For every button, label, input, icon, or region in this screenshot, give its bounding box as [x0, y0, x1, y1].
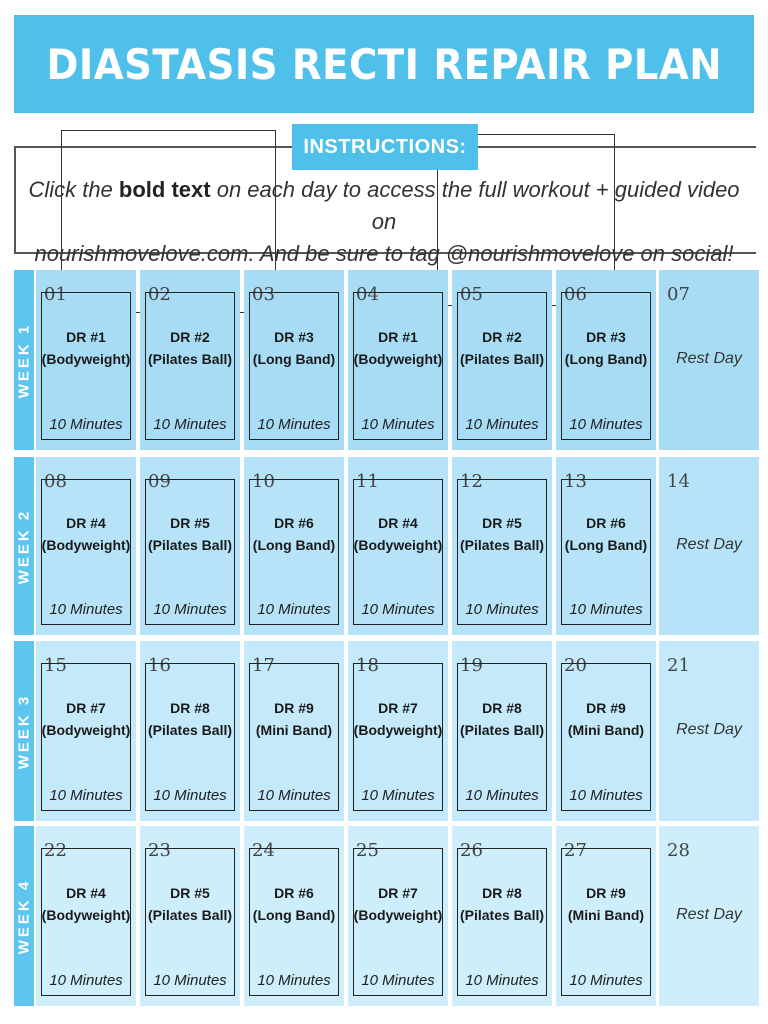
workout-title[interactable] — [36, 882, 136, 926]
workout-day-cell[interactable] — [140, 641, 240, 821]
workout-equipment[interactable]: (Pilates Ball) — [147, 351, 233, 367]
workout-title[interactable] — [556, 326, 656, 370]
workout-name-link[interactable]: DR #8 — [482, 700, 522, 716]
workout-name-link[interactable]: DR #5 — [482, 515, 522, 531]
workout-name-link[interactable]: DR #4 — [378, 515, 418, 531]
workout-day-cell[interactable] — [556, 826, 656, 1006]
workout-title[interactable] — [452, 512, 552, 556]
workout-duration: 10 Minutes — [465, 601, 539, 618]
day-number: 04 — [356, 284, 379, 305]
workout-name-link[interactable]: DR #7 — [378, 700, 418, 716]
workout-duration: 10 Minutes — [257, 972, 331, 989]
day-number: 18 — [356, 655, 379, 676]
workout-equipment[interactable]: (Pilates Ball) — [147, 907, 233, 923]
workout-duration: 10 Minutes — [153, 972, 227, 989]
workout-name-link[interactable]: DR #7 — [378, 885, 418, 901]
workout-name-link[interactable]: DR #6 — [274, 885, 314, 901]
workout-day-cell[interactable] — [140, 457, 240, 635]
workout-duration: 10 Minutes — [361, 972, 435, 989]
workout-name-link[interactable]: DR #9 — [586, 885, 626, 901]
day-number: 23 — [148, 840, 171, 861]
workout-equipment[interactable]: (Long Band) — [252, 537, 336, 553]
workout-duration: 10 Minutes — [465, 787, 539, 804]
instructions-line-1 — [14, 174, 754, 238]
instructions-label: INSTRUCTIONS: — [292, 124, 478, 170]
day-number: 17 — [252, 655, 275, 676]
workout-title[interactable] — [36, 326, 136, 370]
workout-day-cell[interactable] — [556, 641, 656, 821]
plan-header — [14, 15, 754, 113]
workout-equipment[interactable]: (Pilates Ball) — [459, 351, 545, 367]
workout-day-cell[interactable] — [140, 826, 240, 1006]
workout-day-cell[interactable] — [348, 826, 448, 1006]
workout-title[interactable] — [140, 697, 240, 741]
week-label: WEEK 3 — [15, 693, 33, 769]
workout-day-cell[interactable] — [244, 270, 344, 450]
workout-name-link[interactable]: DR #4 — [66, 515, 106, 531]
workout-name-link[interactable]: DR #1 — [66, 329, 106, 345]
workout-day-cell[interactable] — [244, 457, 344, 635]
workout-day-cell[interactable] — [556, 457, 656, 635]
workout-name-link[interactable]: DR #5 — [170, 515, 210, 531]
workout-equipment[interactable]: (Bodyweight) — [41, 907, 131, 923]
workout-title[interactable] — [244, 326, 344, 370]
day-number: 20 — [564, 655, 587, 676]
day-number: 19 — [460, 655, 483, 676]
day-number: 15 — [44, 655, 67, 676]
day-number: 08 — [44, 471, 67, 492]
workout-equipment[interactable]: (Long Band) — [564, 537, 648, 553]
workout-name-link[interactable]: DR #8 — [170, 700, 210, 716]
rest-day-cell — [659, 270, 759, 450]
rest-day-label: Rest Day — [676, 350, 742, 367]
day-number: 24 — [252, 840, 275, 861]
workout-equipment[interactable]: (Mini Band) — [567, 722, 645, 738]
workout-duration: 10 Minutes — [361, 787, 435, 804]
workout-title[interactable] — [140, 882, 240, 926]
workout-duration: 10 Minutes — [49, 972, 123, 989]
workout-duration: 10 Minutes — [49, 601, 123, 618]
rest-day-label: Rest Day — [676, 906, 742, 923]
week-tab — [14, 457, 34, 635]
workout-equipment[interactable]: (Mini Band) — [255, 722, 333, 738]
workout-title[interactable] — [556, 882, 656, 926]
rest-day-cell — [659, 457, 759, 635]
workout-equipment[interactable]: (Pilates Ball) — [459, 722, 545, 738]
workout-day-cell[interactable] — [348, 270, 448, 450]
workout-name-link[interactable]: DR #3 — [586, 329, 626, 345]
day-number: 25 — [356, 840, 379, 861]
week-label: WEEK 2 — [15, 508, 33, 584]
workout-day-cell[interactable] — [452, 826, 552, 1006]
day-number: 07 — [667, 284, 690, 305]
workout-duration: 10 Minutes — [257, 787, 331, 804]
week-label: WEEK 4 — [15, 878, 33, 954]
day-number: 01 — [44, 284, 67, 305]
week-tab — [14, 270, 34, 450]
workout-name-link[interactable]: DR #1 — [378, 329, 418, 345]
workout-day-cell[interactable] — [452, 457, 552, 635]
workout-duration: 10 Minutes — [153, 601, 227, 618]
day-number: 14 — [667, 471, 690, 492]
workout-title[interactable] — [556, 512, 656, 556]
week-tab — [14, 641, 34, 821]
workout-duration: 10 Minutes — [361, 601, 435, 618]
week-label: WEEK 1 — [15, 322, 33, 398]
workout-title[interactable] — [36, 512, 136, 556]
workout-day-cell[interactable] — [140, 270, 240, 450]
workout-day-cell[interactable] — [452, 641, 552, 821]
workout-name-link[interactable]: DR #2 — [170, 329, 210, 345]
workout-duration: 10 Minutes — [569, 416, 643, 433]
workout-title[interactable] — [140, 326, 240, 370]
workout-equipment[interactable]: (Long Band) — [252, 907, 336, 923]
workout-name-link[interactable]: DR #8 — [482, 885, 522, 901]
day-number: 03 — [252, 284, 275, 305]
workout-equipment[interactable]: (Bodyweight) — [353, 722, 443, 738]
workout-title[interactable] — [556, 697, 656, 741]
day-number: 10 — [252, 471, 275, 492]
workout-name-link[interactable]: DR #6 — [274, 515, 314, 531]
instructions-line-2: nourishmovelove.com. And be sure to tag @nourishmovelove on social! — [34, 241, 734, 266]
workout-name-link[interactable]: DR #5 — [170, 885, 210, 901]
day-number: 02 — [148, 284, 171, 305]
day-number: 12 — [460, 471, 483, 492]
workout-duration: 10 Minutes — [569, 601, 643, 618]
workout-equipment[interactable]: (Bodyweight) — [41, 537, 131, 553]
workout-title[interactable] — [244, 697, 344, 741]
workout-day-cell[interactable] — [36, 270, 136, 450]
workout-equipment[interactable]: (Pilates Ball) — [147, 722, 233, 738]
workout-duration: 10 Minutes — [361, 416, 435, 433]
rest-day-label: Rest Day — [676, 536, 742, 553]
workout-duration: 10 Minutes — [465, 416, 539, 433]
workout-name-link[interactable]: DR #9 — [274, 700, 314, 716]
day-number: 06 — [564, 284, 587, 305]
workout-duration: 10 Minutes — [569, 787, 643, 804]
workout-duration: 10 Minutes — [153, 787, 227, 804]
day-number: 21 — [667, 655, 690, 676]
workout-title[interactable] — [452, 697, 552, 741]
workout-title[interactable] — [140, 512, 240, 556]
workout-equipment[interactable]: (Mini Band) — [567, 907, 645, 923]
workout-equipment[interactable]: (Bodyweight) — [353, 537, 443, 553]
page-title: DIASTASIS RECTI REPAIR PLAN — [46, 39, 722, 89]
instructions-line1-rest: on each day to access the full workout + guided video on — [210, 177, 740, 234]
workout-day-cell[interactable] — [452, 270, 552, 450]
workout-day-cell[interactable] — [348, 641, 448, 821]
workout-title[interactable] — [36, 697, 136, 741]
workout-title[interactable] — [244, 512, 344, 556]
workout-duration: 10 Minutes — [569, 972, 643, 989]
workout-equipment[interactable]: (Pilates Ball) — [459, 907, 545, 923]
day-number: 22 — [44, 840, 67, 861]
rest-day-cell — [659, 641, 759, 821]
workout-equipment[interactable]: (Pilates Ball) — [147, 537, 233, 553]
workout-day-cell[interactable] — [556, 270, 656, 450]
workout-equipment[interactable]: (Bodyweight) — [41, 351, 131, 367]
week-tab — [14, 826, 34, 1006]
workout-name-link[interactable]: DR #6 — [586, 515, 626, 531]
rest-day-label: Rest Day — [676, 721, 742, 738]
workout-title[interactable] — [348, 697, 448, 741]
workout-name-link[interactable]: DR #2 — [482, 329, 522, 345]
workout-day-cell[interactable] — [36, 826, 136, 1006]
workout-day-cell[interactable] — [348, 457, 448, 635]
workout-day-cell[interactable] — [244, 826, 344, 1006]
workout-title[interactable] — [348, 512, 448, 556]
workout-title[interactable] — [244, 882, 344, 926]
workout-duration: 10 Minutes — [257, 601, 331, 618]
workout-duration: 10 Minutes — [465, 972, 539, 989]
workout-title[interactable] — [348, 882, 448, 926]
day-number: 13 — [564, 471, 587, 492]
workout-name-link[interactable]: DR #3 — [274, 329, 314, 345]
day-number: 05 — [460, 284, 483, 305]
day-number: 26 — [460, 840, 483, 861]
workout-equipment[interactable]: (Pilates Ball) — [459, 537, 545, 553]
workout-day-cell[interactable] — [244, 641, 344, 821]
workout-equipment[interactable]: (Bodyweight) — [353, 351, 443, 367]
rest-day-cell — [659, 826, 759, 1006]
instructions-text — [14, 174, 754, 270]
day-number: 27 — [564, 840, 587, 861]
instructions-prefix: Click the — [28, 177, 119, 202]
workout-name-link[interactable]: DR #9 — [586, 700, 626, 716]
workout-title[interactable] — [452, 882, 552, 926]
workout-equipment[interactable]: (Bodyweight) — [41, 722, 131, 738]
workout-equipment[interactable]: (Bodyweight) — [353, 907, 443, 923]
day-number: 28 — [667, 840, 690, 861]
workout-name-link[interactable]: DR #4 — [66, 885, 106, 901]
workout-duration: 10 Minutes — [49, 416, 123, 433]
workout-title[interactable] — [348, 326, 448, 370]
day-number: 09 — [148, 471, 171, 492]
workout-title[interactable] — [452, 326, 552, 370]
workout-duration: 10 Minutes — [257, 416, 331, 433]
workout-duration: 10 Minutes — [49, 787, 123, 804]
day-number: 11 — [356, 471, 379, 492]
workout-day-cell[interactable] — [36, 457, 136, 635]
workout-equipment[interactable]: (Long Band) — [564, 351, 648, 367]
instructions-bold-text: bold text — [118, 177, 211, 202]
workout-name-link[interactable]: DR #7 — [66, 700, 106, 716]
day-number: 16 — [148, 655, 171, 676]
workout-duration: 10 Minutes — [153, 416, 227, 433]
workout-day-cell[interactable] — [36, 641, 136, 821]
workout-equipment[interactable]: (Long Band) — [252, 351, 336, 367]
